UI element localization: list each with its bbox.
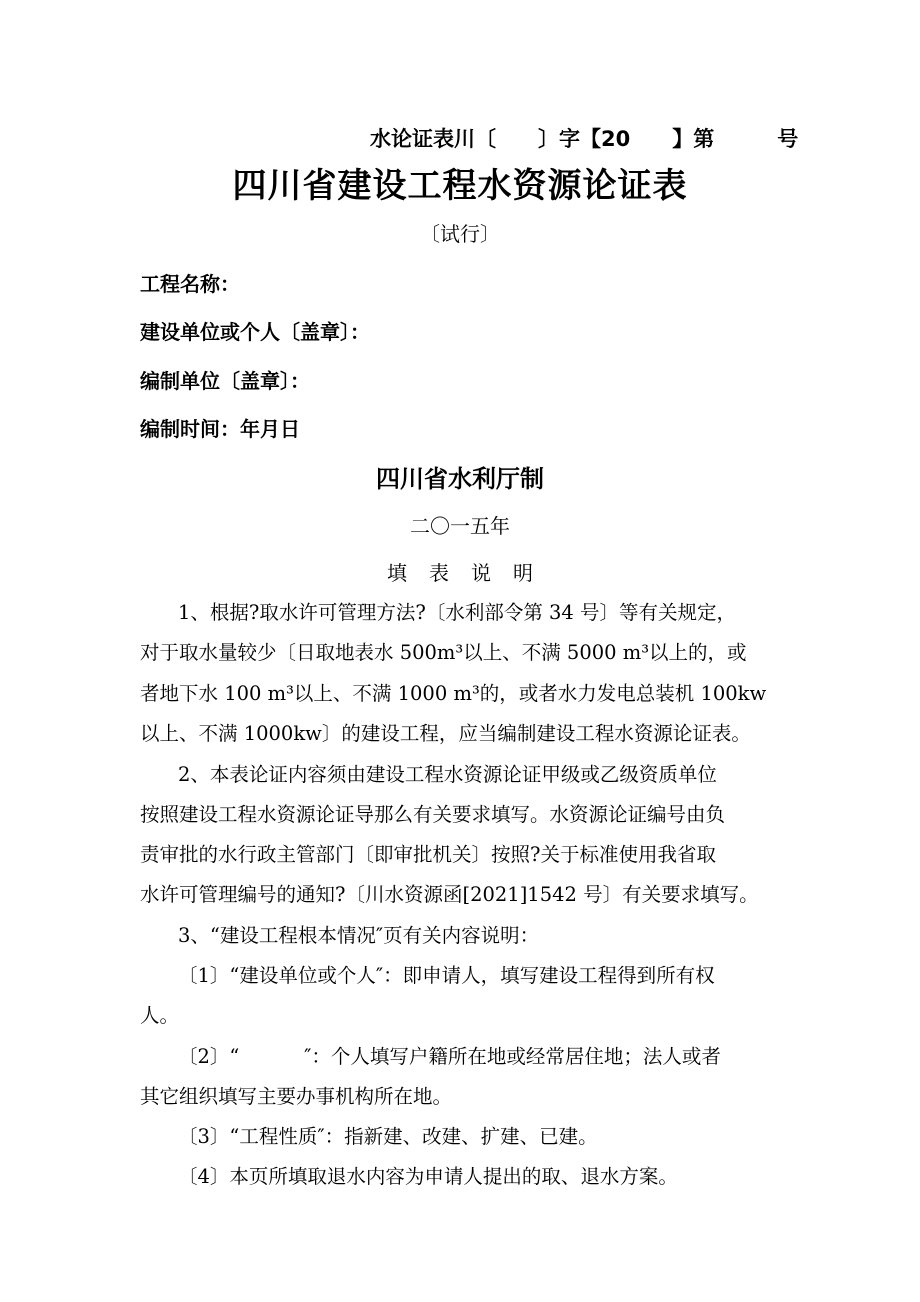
- instructions-heading: 填表说明: [387, 561, 555, 585]
- field-compile-time: 编制时间：年月日: [140, 417, 300, 441]
- instruction-line: 1、根据?取水许可管理方法?〔水利部令第 34 号〕等有关规定，: [178, 601, 737, 624]
- instruction-line: 人。: [140, 1004, 180, 1027]
- issuer: 四川省水利厅制: [376, 465, 544, 493]
- instruction-line: 水许可管理编号的通知?〔川水资源函[2021]1542 号〕有关要求填写。: [140, 883, 759, 906]
- instruction-line: 以上、不满 1000kw〕的建设工程，应当编制建设工程水资源论证表。: [140, 722, 751, 745]
- field-project-name: 工程名称：: [140, 272, 240, 296]
- instruction-line: 〔2〕“ ″：个人填写户籍所在地或经常居住地；法人或者: [178, 1045, 721, 1068]
- field-builder: 建设单位或个人〔盖章〕：: [140, 320, 370, 344]
- document-subtitle: 〔试行〕: [420, 222, 500, 246]
- instruction-line: 对于取水量较少〔日取地表水 500m³以上、不满 5000 m³以上的，或: [140, 641, 747, 664]
- instruction-line: 其它组织填写主要办事机构所在地。: [140, 1085, 453, 1108]
- instruction-line: 责审批的水行政主管部门〔即审批机关〕按照?关于标准使用我省取: [140, 843, 716, 866]
- instruction-line: 〔3〕“工程性质″：指新建、改建、扩建、已建。: [178, 1125, 598, 1148]
- instruction-line: 〔1〕“建设单位或个人″：即申请人，填写建设工程得到所有权: [178, 964, 715, 987]
- instruction-line: 2、本表论证内容须由建设工程水资源论证甲级或乙级资质单位: [178, 763, 717, 786]
- document-title: 四川省建设工程水资源论证表: [232, 166, 688, 206]
- document-number: 水论证表川〔 〕字【20 】第 号: [370, 127, 799, 151]
- instruction-line: 〔4〕本页所填取退水内容为申请人提出的取、退水方案。: [178, 1165, 678, 1188]
- field-compiler: 编制单位〔盖章〕：: [140, 369, 310, 393]
- issue-year: 二〇一五年: [410, 514, 510, 538]
- instruction-line: 者地下水 100 m³以上、不满 1000 m³的，或者水力发电总装机 100kw: [140, 682, 767, 705]
- instruction-line: 按照建设工程水资源论证导那么有关要求填写。水资源论证编号由负: [140, 803, 726, 826]
- instruction-line: 3、“建设工程根本情况″页有关内容说明：: [178, 924, 540, 947]
